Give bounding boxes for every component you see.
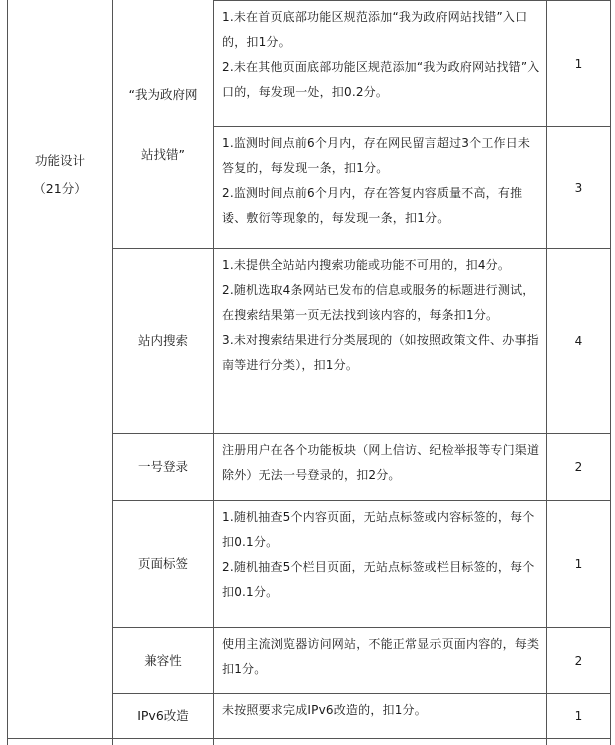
table-border-bottom [7,738,611,739]
item-cell [113,434,213,500]
rules-cell [214,434,546,500]
rule-text: 2.随机抽查5个栏目页面，无站点标签或栏目标签的，每个扣0.1分。 [222,560,535,599]
rules-cell [214,1,546,126]
score-value: 1 [574,557,583,571]
rule-text: 注册用户在各个功能板块（网上信访、纪检举报等专门渠道除外）无法一号登录的，扣2分。 [222,443,540,482]
rules-cell [214,127,546,248]
item-cell [113,249,213,433]
category-cell [8,130,112,220]
score-value: 1 [574,709,583,723]
category-score: （21分） [33,181,87,196]
score-value: 2 [574,460,583,474]
score-cell [547,694,610,738]
item-name-line: “我为政府网 [128,87,198,102]
score-cell [547,127,610,248]
score-cell [547,628,610,693]
rule-text: 未按照要求完成IPv6改造的，扣1分。 [222,703,427,717]
score-cell [547,249,610,433]
item-name: 页面标签 [137,556,188,571]
rules-cell [214,501,546,627]
item-name: 站内搜索 [137,333,188,348]
rule-text: 1.监测时间点前6个月内，存在网民留言超过3个工作日未答复的，每发现一条，扣1分。 [222,136,531,175]
item-name-line: 站找错” [141,147,185,162]
rule-text: 2.监测时间点前6个月内，存在答复内容质量不高，有推诿、敷衍等现象的，每发现一条，扣1分。 [222,186,523,225]
rule-text: 3.未对搜索结果进行分类展现的（如按照政策文件、办事指南等进行分类），扣1分。 [222,333,539,372]
score-cell [547,501,610,627]
item-cell [113,694,213,738]
rule-text: 1.随机抽查5个内容页面，无站点标签或内容标签的，每个扣0.1分。 [222,510,535,549]
item-name: IPv6改造 [137,708,189,723]
item-name: 兼容性 [144,652,182,668]
rules-cell [214,694,546,738]
score-value: 4 [574,334,583,348]
score-value: 3 [574,180,583,195]
table-border-left [7,0,8,745]
item-name: 一号登录 [137,459,188,474]
rule-text: 1.未在首页底部功能区规范添加“我为政府网站找错”入口的，扣1分。 [222,10,528,49]
score-cell [547,434,610,500]
score-value: 2 [574,653,583,668]
table-border-right [610,0,611,745]
rule-text: 2.随机选取4条网站已发布的信息或服务的标题进行测试，在搜索结果第一页无法找到该内容的，每条扣1分。 [222,283,535,322]
score-cell [547,1,610,126]
rules-cell [214,249,546,433]
rule-text: 2.未在其他页面底部功能区规范添加“我为政府网站找错”入口的，每发现一处，扣0.2分。 [222,60,540,99]
score-value: 1 [574,56,583,71]
item-cell [113,628,213,693]
item-cell [113,60,213,190]
rules-cell [214,628,546,693]
category-title: 功能设计 [34,153,85,168]
item-cell [113,501,213,627]
rule-text: 1.未提供全站站内搜索功能或功能不可用的，扣4分。 [222,258,511,272]
rule-text: 使用主流浏览器访问网站，不能正常显示页面内容的，每类扣1分。 [222,637,540,676]
